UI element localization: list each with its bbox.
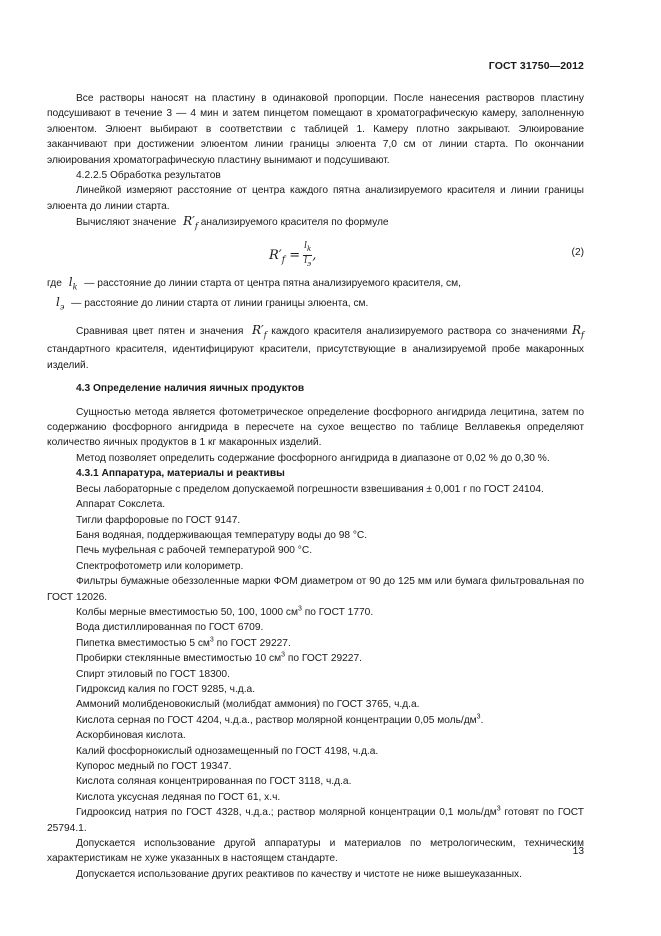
paragraph-calc xyxy=(47,214,584,234)
item-muffle-furnace: Печь муфельная с рабочей температурой 900 °С. xyxy=(76,545,313,557)
lk-symbol: $l_k$ xyxy=(68,275,78,292)
item-test-tubes: Пробирки стеклянные вместимостью 10 $см^3$ по ГОСТ 29227. xyxy=(76,651,362,665)
paragraph-range: Метод позволяет определить содержание фосфорного ангидрида в диапазоне от 0,02 % до 0,30 %. xyxy=(76,452,550,464)
item-ammonium-molybdate: Аммоний молибденовокислый (молибдат аммония) по ГОСТ 3765, ч.д.а. xyxy=(76,699,420,711)
formula-expression: $R'_f$ = $\frac{l_k}{l_э}$ , xyxy=(269,241,317,268)
standard-header: ГОСТ 31750—2012 xyxy=(488,60,584,72)
paragraph-allowed-reagents: Допускается использование других реактивов по качеству и чистоте не ниже вышеуказанных. xyxy=(76,868,522,880)
item-sulfuric-acid: Кислота серная по ГОСТ 4204, ч.д.а., раствор молярной концентрации 0,05 моль/$дм^3$. xyxy=(76,713,484,726)
calc-text-b: анализируемого красителя по формуле xyxy=(200,217,389,229)
formula-number: (2) xyxy=(571,247,584,259)
paragraph-method: Сущностью метода является фотометрическое определение фосфорного ангидрида лецитина, затем по содержанию фосфорного ангидрида в пересчете на сухое вещество по таблице Веллавекья определяют количество яичных продуктов в 1 кг макаронных изделий. xyxy=(47,406,584,449)
section-4-3-heading: 4.3 Определение наличия яичных продуктов xyxy=(76,383,305,395)
item-hydrochloric-acid: Кислота соляная концентрированная по ГОСТ 3118, ч.д.а. xyxy=(76,776,352,788)
rf-symbol-2: $R'_f$ xyxy=(251,322,267,340)
item-soxhlet: Аппарат Сокслета. xyxy=(76,499,166,511)
le-symbol: $l_э$ xyxy=(56,294,65,312)
item-acetic-acid: Кислота уксусная ледяная по ГОСТ 61, х.ч. xyxy=(76,791,281,803)
paragraph-application: Все растворы наносят на пластину в одинаковой пропорции. После нанесения растворов пластину подсушивают в течение 3 — 4 мин и затем пинцетом помещают в хроматографическую камеру, заполненную элюентом. Элюент выбирают в соответствии с таблицей 1. Камеру плотно закрывают. Элюирование заканчивают при достижении элюентом линии границы элюента 7,0 см от линии старта. По окончании элюирования хроматографическую пластину вынимают и подсушивают. xyxy=(47,93,584,166)
subsection-4-3-1-heading: 4.3.1 Аппаратура, материалы и реактивы xyxy=(76,468,285,480)
paragraph-allowed-equipment: Допускается использование другой аппаратуры и материалов по метрологическим, техническим характеристикам не хуже указанных в настоящем стандарте. xyxy=(47,838,584,865)
compare-text-b: каждого красителя анализируемого раствора со значениями xyxy=(271,325,568,337)
where-line-1 xyxy=(47,275,584,295)
item-scales: Весы лабораторные с пределом допускаемой погрешности взвешивания ± 0,001 г по ГОСТ 24104. xyxy=(76,483,544,495)
compare-text-c: стандартного красителя, идентифицируют красители, присутствующие в анализируемой пробе макаронных изделий. xyxy=(47,344,584,371)
paragraph-measure: Линейкой измеряют расстояние от центра каждого пятна анализируемого красителя и линии границы элюента до линии старта. xyxy=(47,185,584,212)
item-water-bath: Баня водяная, поддерживающая температуру воды до 98 °С. xyxy=(76,529,368,541)
where-line-2 xyxy=(47,295,584,315)
item-flasks: Колбы мерные вместимостью 50, 100, 1000 $см^3$ по ГОСТ 1770. xyxy=(76,605,374,618)
calc-text-a: Вычисляют значение xyxy=(76,217,177,229)
formula-2 xyxy=(47,237,584,271)
item-spectrophotometer: Спектрофотометр или колориметр. xyxy=(76,560,244,572)
item-sodium-hydroxide: Гидрооксид натрия по ГОСТ 4328, ч.д.а.; раствор молярной концентрации 0,1 моль/$дм^3$ готовят по ГОСТ 25794.1. xyxy=(47,805,584,834)
item-crucibles: Тигли фарфоровые по ГОСТ 9147. xyxy=(76,514,241,526)
formula-fraction: $\frac{l_k}{l_э}$ xyxy=(304,241,312,268)
item-potassium-phosphate: Калий фосфорнокислый однозамещенный по ГОСТ 4198, ч.д.а. xyxy=(76,745,379,757)
item-ascorbic-acid: Аскорбиновая кислота. xyxy=(76,730,186,742)
where-lead: где xyxy=(47,278,62,290)
where-def-1: — расстояние до линии старта от центра пятна анализируемого красителя, см, xyxy=(84,278,461,290)
item-potassium-hydroxide: Гидроксид калия по ГОСТ 9285, ч.д.а. xyxy=(76,683,256,695)
where-def-2: — расстояние до линии старта от линии границы элюента, см. xyxy=(71,297,369,309)
rf-symbol: $R'_f$ xyxy=(183,214,198,231)
subsection-4-2-2-5: 4.2.2.5 Обработка результатов xyxy=(76,170,221,182)
item-filters: Фильтры бумажные обеззоленные марки ФОМ диаметром от 90 до 125 мм или бумага фильтровальная по ГОСТ 12026. xyxy=(47,576,584,603)
item-distilled-water: Вода дистиллированная по ГОСТ 6709. xyxy=(76,622,264,634)
item-pipette: Пипетка вместимостью 5 $см^3$ по ГОСТ 29227. xyxy=(76,636,291,649)
item-ethanol: Спирт этиловый по ГОСТ 18300. xyxy=(76,668,230,680)
page-number: 13 xyxy=(572,846,584,857)
paragraph-compare xyxy=(47,323,584,374)
rf-symbol-3: $R_f$ xyxy=(571,322,584,340)
page-content xyxy=(47,91,584,882)
item-copper-sulfate: Купорос медный по ГОСТ 19347. xyxy=(76,761,232,772)
compare-text-a: Сравнивая цвет пятен и значения xyxy=(76,325,244,337)
